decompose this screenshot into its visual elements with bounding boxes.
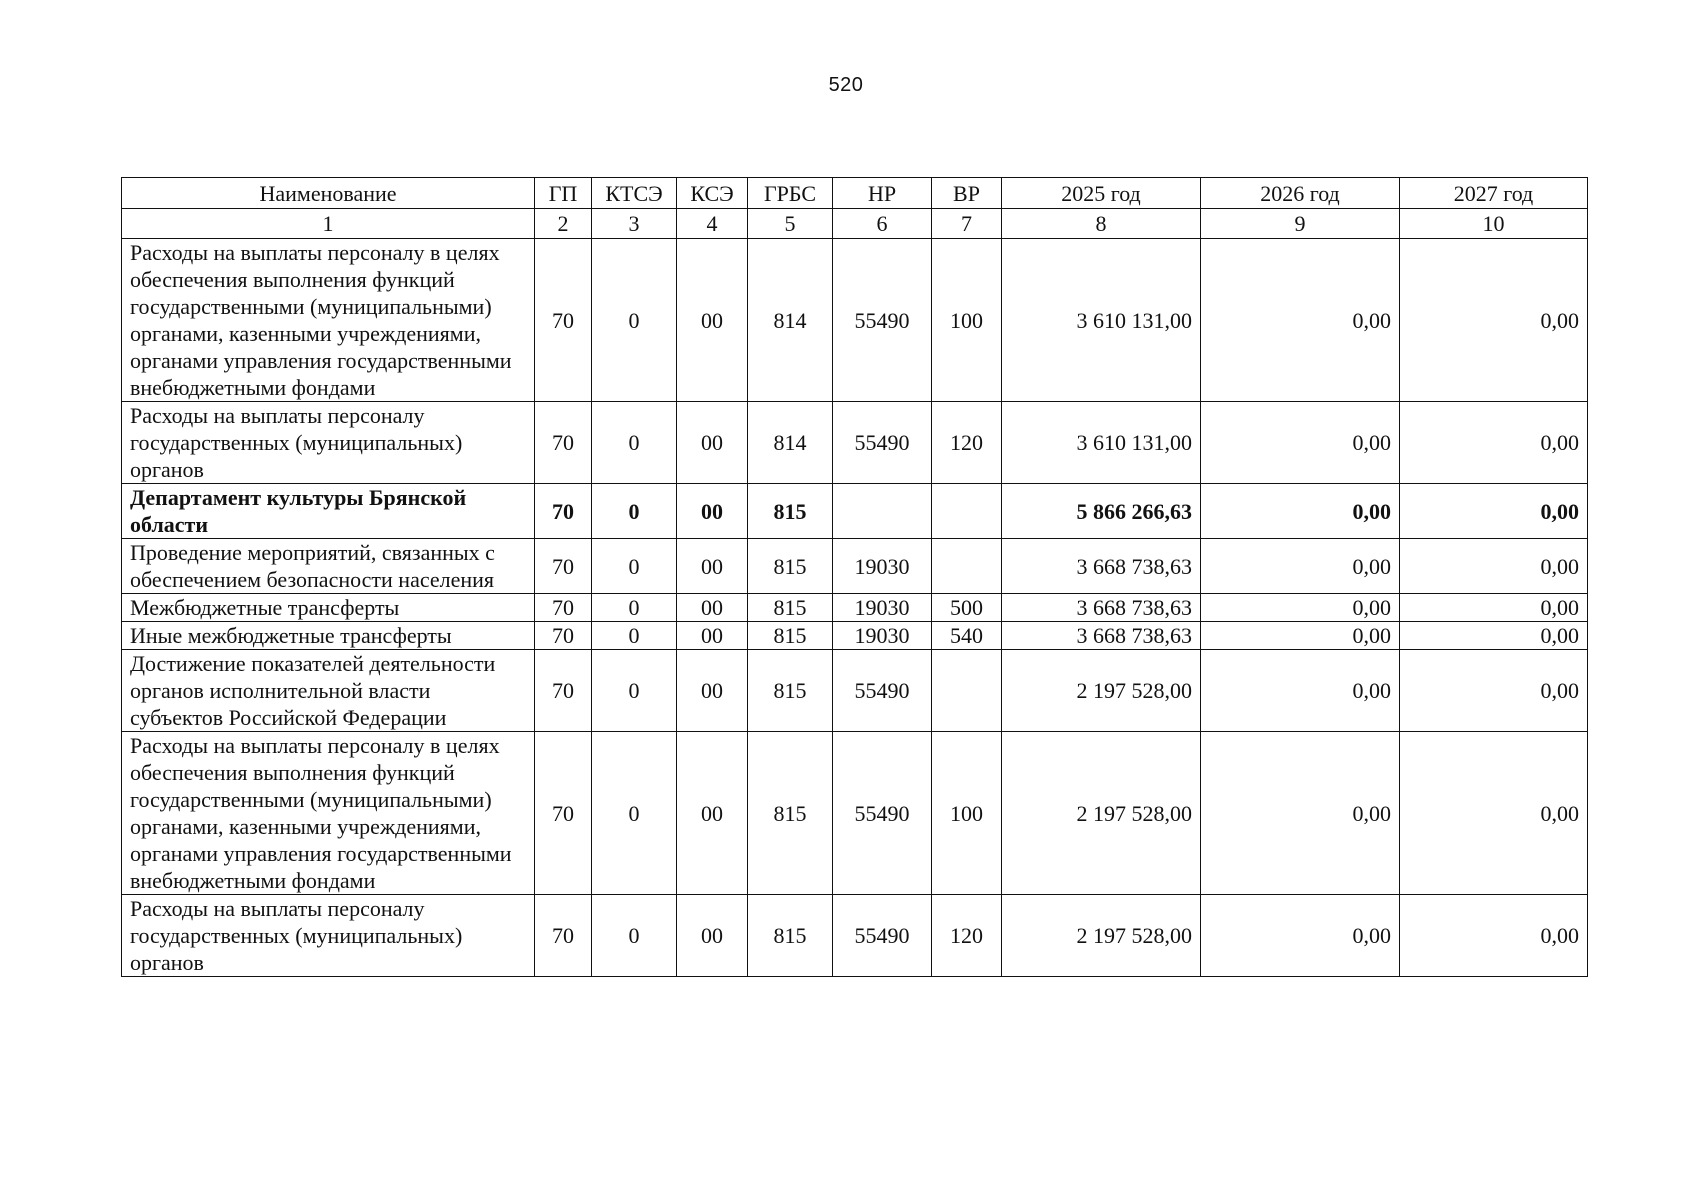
header-2026: 2026 год xyxy=(1201,178,1400,209)
column-number: 2 xyxy=(535,209,592,239)
row-name: Департамент культуры Брянской области xyxy=(122,484,535,539)
row-vr: 100 xyxy=(932,239,1002,402)
row-amount-2025: 2 197 528,00 xyxy=(1002,650,1201,732)
row-amount-2027: 0,00 xyxy=(1400,732,1588,895)
row-grbs: 815 xyxy=(748,650,833,732)
row-name: Расходы на выплаты персоналу в целях обеспечения выполнения функций государственными (муниципальными) органами, казенными учреждениями, органами управления государственными внебюджетными фондами xyxy=(122,239,535,402)
column-number: 9 xyxy=(1201,209,1400,239)
header-2027: 2027 год xyxy=(1400,178,1588,209)
row-nr xyxy=(833,484,932,539)
row-grbs: 815 xyxy=(748,539,833,594)
header-row xyxy=(122,178,1588,209)
row-ktse: 0 xyxy=(592,402,677,484)
table-row xyxy=(122,402,1588,484)
header-gp: ГП xyxy=(535,178,592,209)
table-row xyxy=(122,732,1588,895)
header-2025: 2025 год xyxy=(1002,178,1201,209)
row-nr: 19030 xyxy=(833,622,932,650)
row-grbs: 814 xyxy=(748,239,833,402)
row-ktse: 0 xyxy=(592,895,677,977)
row-vr: 500 xyxy=(932,594,1002,622)
row-grbs: 815 xyxy=(748,895,833,977)
row-kse: 00 xyxy=(677,895,748,977)
row-amount-2027: 0,00 xyxy=(1400,239,1588,402)
column-number: 1 xyxy=(122,209,535,239)
header-ktse: КТСЭ xyxy=(592,178,677,209)
row-amount-2026: 0,00 xyxy=(1201,895,1400,977)
row-amount-2026: 0,00 xyxy=(1201,484,1400,539)
row-name: Расходы на выплаты персоналу государственных (муниципальных) органов xyxy=(122,895,535,977)
table-row-department xyxy=(122,484,1588,539)
row-ktse: 0 xyxy=(592,622,677,650)
row-amount-2027: 0,00 xyxy=(1400,622,1588,650)
row-grbs: 815 xyxy=(748,594,833,622)
column-number: 5 xyxy=(748,209,833,239)
row-gp: 70 xyxy=(535,239,592,402)
row-vr: 540 xyxy=(932,622,1002,650)
row-kse: 00 xyxy=(677,484,748,539)
row-amount-2027: 0,00 xyxy=(1400,402,1588,484)
row-amount-2027: 0,00 xyxy=(1400,484,1588,539)
row-amount-2026: 0,00 xyxy=(1201,402,1400,484)
row-vr xyxy=(932,484,1002,539)
column-number: 7 xyxy=(932,209,1002,239)
row-kse: 00 xyxy=(677,539,748,594)
row-name: Достижение показателей деятельности органов исполнительной власти субъектов Российской Федерации xyxy=(122,650,535,732)
row-amount-2025: 5 866 266,63 xyxy=(1002,484,1201,539)
row-name: Иные межбюджетные трансферты xyxy=(122,622,535,650)
row-kse: 00 xyxy=(677,650,748,732)
row-gp: 70 xyxy=(535,650,592,732)
row-amount-2027: 0,00 xyxy=(1400,539,1588,594)
row-ktse: 0 xyxy=(592,732,677,895)
row-name: Расходы на выплаты персоналу в целях обеспечения выполнения функций государственными (муниципальными) органами, казенными учреждениями, органами управления государственными внебюджетными фондами xyxy=(122,732,535,895)
row-nr: 55490 xyxy=(833,732,932,895)
row-kse: 00 xyxy=(677,239,748,402)
header-nr: НР xyxy=(833,178,932,209)
row-nr: 55490 xyxy=(833,650,932,732)
table-row xyxy=(122,650,1588,732)
table-row xyxy=(122,594,1588,622)
row-amount-2027: 0,00 xyxy=(1400,594,1588,622)
row-grbs: 815 xyxy=(748,622,833,650)
row-gp: 70 xyxy=(535,622,592,650)
row-nr: 55490 xyxy=(833,239,932,402)
row-amount-2026: 0,00 xyxy=(1201,239,1400,402)
row-vr: 120 xyxy=(932,402,1002,484)
row-kse: 00 xyxy=(677,402,748,484)
row-ktse: 0 xyxy=(592,539,677,594)
row-name: Межбюджетные трансферты xyxy=(122,594,535,622)
table-row xyxy=(122,539,1588,594)
row-amount-2025: 2 197 528,00 xyxy=(1002,895,1201,977)
row-grbs: 814 xyxy=(748,402,833,484)
row-kse: 00 xyxy=(677,622,748,650)
row-gp: 70 xyxy=(535,484,592,539)
row-gp: 70 xyxy=(535,732,592,895)
row-nr: 19030 xyxy=(833,594,932,622)
header-vr: ВР xyxy=(932,178,1002,209)
table-row xyxy=(122,239,1588,402)
row-vr: 120 xyxy=(932,895,1002,977)
row-grbs: 815 xyxy=(748,732,833,895)
header-name: Наименование xyxy=(122,178,535,209)
header-grbs: ГРБС xyxy=(748,178,833,209)
row-amount-2027: 0,00 xyxy=(1400,650,1588,732)
row-ktse: 0 xyxy=(592,594,677,622)
row-amount-2026: 0,00 xyxy=(1201,732,1400,895)
row-nr: 55490 xyxy=(833,895,932,977)
column-number: 10 xyxy=(1400,209,1588,239)
row-vr xyxy=(932,539,1002,594)
row-gp: 70 xyxy=(535,594,592,622)
row-amount-2026: 0,00 xyxy=(1201,622,1400,650)
row-nr: 19030 xyxy=(833,539,932,594)
row-ktse: 0 xyxy=(592,484,677,539)
row-gp: 70 xyxy=(535,402,592,484)
row-amount-2025: 3 668 738,63 xyxy=(1002,622,1201,650)
row-ktse: 0 xyxy=(592,239,677,402)
row-grbs: 815 xyxy=(748,484,833,539)
row-vr: 100 xyxy=(932,732,1002,895)
row-amount-2025: 3 610 131,00 xyxy=(1002,239,1201,402)
row-kse: 00 xyxy=(677,594,748,622)
row-gp: 70 xyxy=(535,539,592,594)
row-vr xyxy=(932,650,1002,732)
column-number-row xyxy=(122,209,1588,239)
row-amount-2027: 0,00 xyxy=(1400,895,1588,977)
budget-table xyxy=(121,177,1588,977)
row-ktse: 0 xyxy=(592,650,677,732)
column-number: 3 xyxy=(592,209,677,239)
page-number: 520 xyxy=(828,74,864,96)
table-row xyxy=(122,622,1588,650)
row-name: Проведение мероприятий, связанных с обеспечением безопасности населения xyxy=(122,539,535,594)
column-number: 6 xyxy=(833,209,932,239)
row-kse: 00 xyxy=(677,732,748,895)
table-row xyxy=(122,895,1588,977)
row-amount-2025: 3 610 131,00 xyxy=(1002,402,1201,484)
row-amount-2025: 3 668 738,63 xyxy=(1002,539,1201,594)
column-number: 4 xyxy=(677,209,748,239)
row-nr: 55490 xyxy=(833,402,932,484)
column-number: 8 xyxy=(1002,209,1201,239)
row-amount-2026: 0,00 xyxy=(1201,594,1400,622)
row-gp: 70 xyxy=(535,895,592,977)
row-amount-2025: 2 197 528,00 xyxy=(1002,732,1201,895)
row-amount-2026: 0,00 xyxy=(1201,539,1400,594)
row-amount-2025: 3 668 738,63 xyxy=(1002,594,1201,622)
row-name: Расходы на выплаты персоналу государственных (муниципальных) органов xyxy=(122,402,535,484)
header-kse: КСЭ xyxy=(677,178,748,209)
row-amount-2026: 0,00 xyxy=(1201,650,1400,732)
